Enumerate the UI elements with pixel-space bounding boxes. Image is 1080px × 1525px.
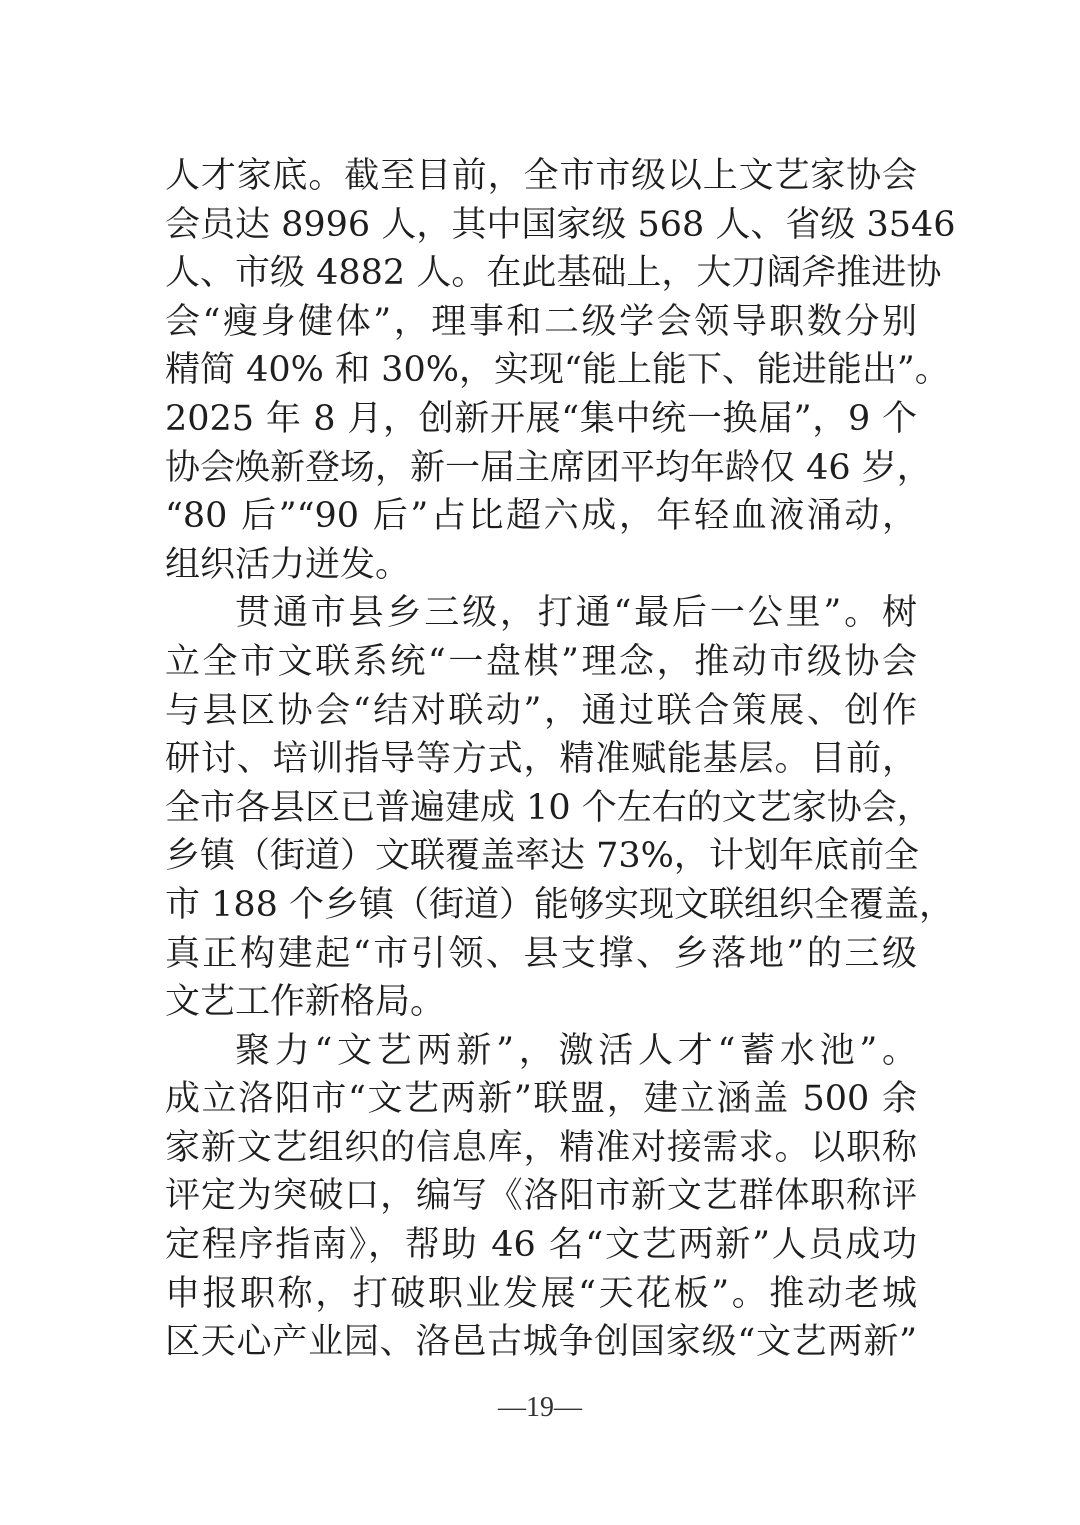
- text-line: 文艺工作新格局。: [165, 982, 446, 1023]
- text-line: 2025 年 8 月，创新开展“集中统一换届”，9 个: [165, 398, 917, 439]
- text-line: 定程序指南》，帮助 46 名“文艺两新”人员成功: [165, 1225, 917, 1266]
- text-line: 区天心产业园、洛邑古城争创国家级“文艺两新”: [165, 1322, 917, 1363]
- text-line: 立全市文联系统“一盘棋”理念，推动市级协会: [165, 641, 917, 682]
- text-line: 申报职称，打破职业发展“天花板”。推动老城: [165, 1273, 917, 1314]
- text-line: 精简 40% 和 30%，实现“能上能下、能进能出”。: [165, 350, 950, 391]
- section-heading-line: 贯通市县乡三级，打通“最后一公里”。树: [235, 593, 917, 634]
- text-line: 组织活力迸发。: [165, 544, 411, 585]
- text-line: 评定为突破口，编写《洛阳市新文艺群体职称评: [165, 1176, 917, 1217]
- text-line: 成立洛阳市“文艺两新”联盟，建立涵盖 500 余: [165, 1079, 917, 1120]
- text-line: 乡镇（街道）文联覆盖率达 73%，计划年底前全: [165, 836, 919, 877]
- text-line: 全市各县区已普遍建成 10 个左右的文艺家协会，: [165, 787, 932, 828]
- text-line: 市 188 个乡镇（街道）能够实现文联组织全覆盖，: [165, 884, 955, 925]
- text-line: 研讨、培训指导等方式，精准赋能基层。目前，: [165, 739, 917, 780]
- text-line: 家新文艺组织的信息库，精准对接需求。以职称: [165, 1127, 917, 1168]
- section-heading-line: 聚力“文艺两新”，激活人才“蓄水池”。: [235, 1030, 917, 1071]
- page-number: —19—: [498, 1392, 582, 1423]
- text-line: 会员达 8996 人，其中国家级 568 人、省级 3546: [165, 204, 956, 245]
- text-line: 与县区协会“结对联动”，通过联合策展、创作: [165, 690, 917, 731]
- text-line: 协会焕新登场，新一届主席团平均年龄仅 46 岁，: [165, 447, 932, 488]
- text-line: 会“瘦身健体”，理事和二级学会领导职数分别: [165, 301, 917, 342]
- text-line: 真正构建起“市引领、县支撑、乡落地”的三级: [165, 933, 917, 974]
- text-line: “80 后”“90 后”占比超六成，年轻血液涌动，: [165, 496, 917, 537]
- text-line: 人才家底。截至目前，全市市级以上文艺家协会: [165, 156, 917, 196]
- text-line: 人、市级 4882 人。在此基础上，大刀阔斧推进协: [165, 253, 942, 294]
- body-text: [165, 152, 956, 1367]
